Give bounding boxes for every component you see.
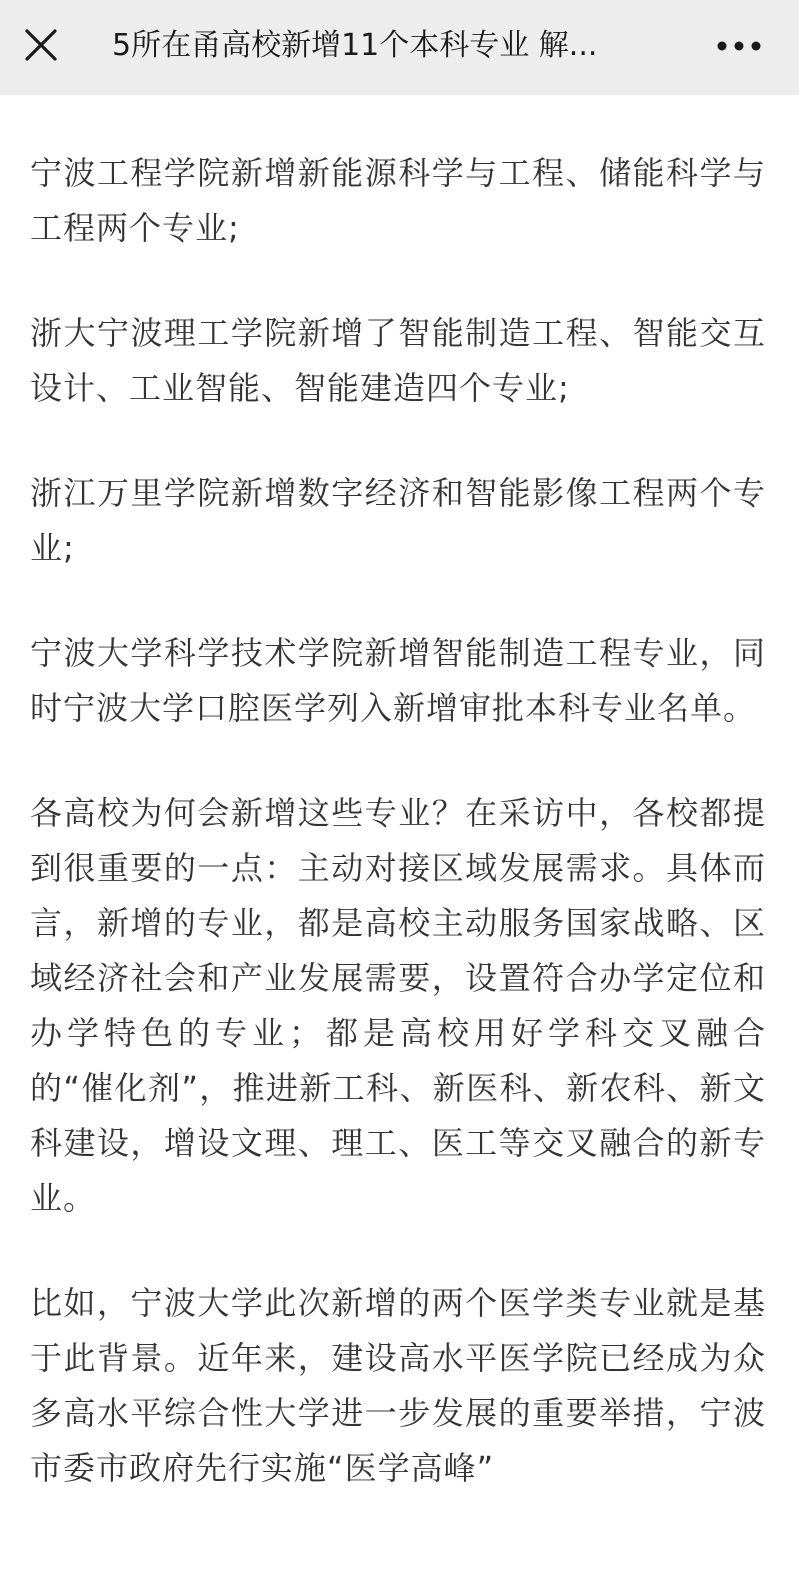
article-paragraph: 比如，宁波大学此次新增的两个医学类专业就是基于此背景。近年来，建设高水平医学院已经成为众多高水平综合性大学进一步发展的重要举措，宁波市委市政府先行实施“医学高峰”: [30, 1284, 766, 1487]
article-paragraph: 宁波工程学院新增新能源科学与工程、储能科学与工程两个专业;: [30, 154, 766, 247]
close-button[interactable]: [20, 24, 62, 66]
page-title: 5所在甬高校新增11个本科专业 解...: [112, 28, 598, 63]
article-paragraph: 宁波大学科学技术学院新增智能制造工程专业，同时宁波大学口腔医学列入新增审批本科专业名单。: [30, 634, 766, 727]
article-paragraph: 浙大宁波理工学院新增了智能制造工程、智能交互设计、工业智能、智能建造四个专业;: [30, 314, 766, 407]
article-paragraph: 各高校为何会新增这些专业？在采访中，各校都提到很重要的一点：主动对接区域发展需求。具体而言，新增的专业，都是高校主动服务国家战略、区域经济社会和产业发展需要，设置符合办学定位和办学特色的专业；都是高校用好学科交叉融合的“催化剂”，推进新工科、新医科、新农科、新文科建设，增设文理、理工、医工等交叉融合的新专业。: [30, 794, 766, 1217]
article-body: [30, 146, 766, 1546]
more-options-button[interactable]: [712, 30, 768, 62]
article-paragraph: 浙江万里学院新增数字经济和智能影像工程两个专业;: [30, 474, 766, 567]
close-icon: [20, 24, 62, 66]
top-navigation-bar: [0, 0, 799, 95]
more-icon: [712, 30, 768, 62]
